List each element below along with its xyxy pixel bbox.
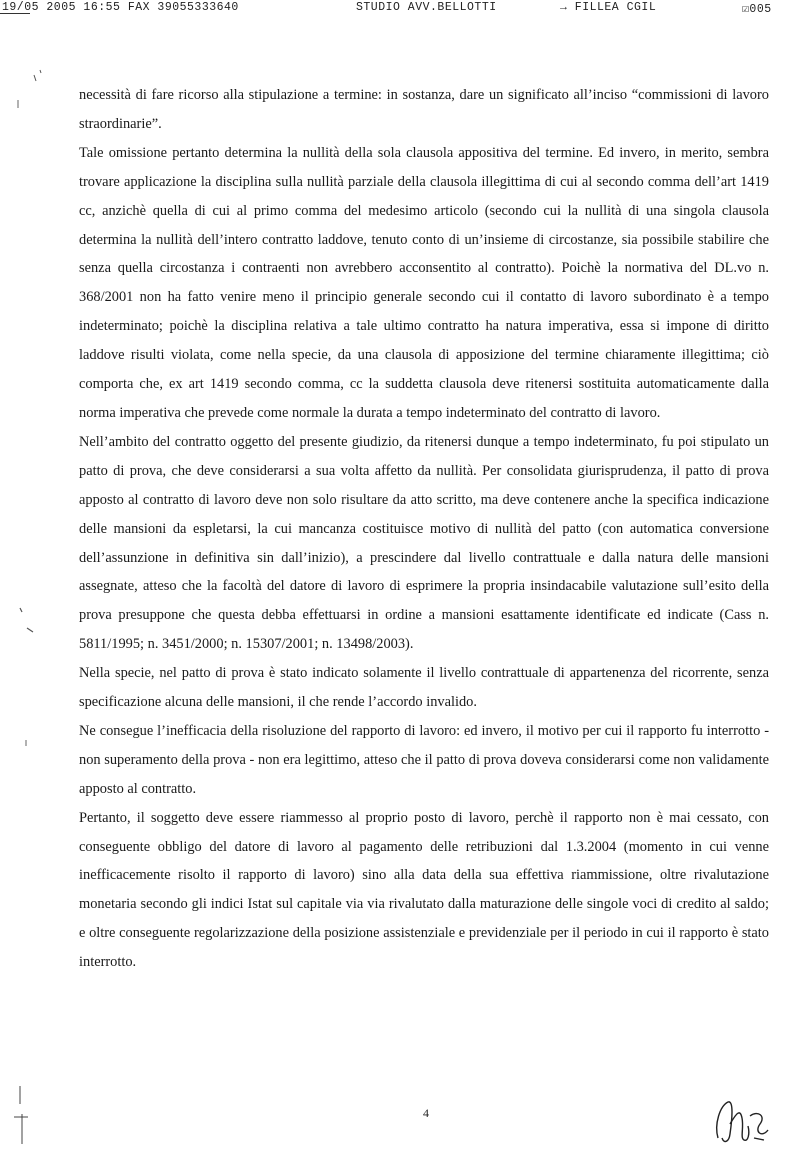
paragraph-3: Nell’ambito del contratto oggetto del presente giudizio, da ritenersi dunque a tempo indeterminato, fu poi stipulato un patto di prova, che deve considerarsi a sua volta affetto da nullità. Per consolidata giurisprudenza, il patto di prova apposto al contratto di lavoro deve non solo risultare da atto scritto, ma deve contenere anche la specifica indicazione delle mansioni da espletarsi, la cui mancanza costituisce motivo di nullità del patto (con automatica conversione dell’assunzione in definitiva sin dall’inizio), a prescindere dal livello contrattuale e dalla natura delle mansioni assegnate, atteso che la facoltà del datore di lavoro di esprimere la propria insindacabile valutazione sull’esito della prova presuppone che questa debba effettuarsi in ordine a mansioni esattamente identificate ed indicate (Cass n. 5811/1995; n. 3451/2000; n. 15307/2001; n. 13498/2003). xyxy=(79,433,769,653)
document-body xyxy=(79,81,769,977)
fax-date-time-number: 19/05 2005 16:55 FAX 39055333640 xyxy=(2,1,239,14)
fax-transmission-header xyxy=(0,0,800,18)
paragraph-5: Ne consegue l’inefficacia della risoluzione del rapporto di lavoro: ed invero, il motivo per cui il rapporto fu interrotto - non superamento della prova - non era legittimo, atteso che il patto di prova doveva considerarsi come non validamente apposto al contratto. xyxy=(79,722,769,797)
page-number: 4 xyxy=(423,1106,429,1120)
paragraph-1: necessità di fare ricorso alla stipulazione a termine: in sostanza, dare un significato all’inciso “commissioni di lavoro straordinarie”. xyxy=(79,87,769,132)
fax-page-counter: ☑005 xyxy=(742,3,772,16)
margin-scan-marks xyxy=(0,0,80,1157)
fax-sender: STUDIO AVV.BELLOTTI xyxy=(356,1,497,14)
fax-recipient: → FILLEA CGIL xyxy=(560,1,657,14)
paragraph-4: Nella specie, nel patto di prova è stato indicato solamente il livello contrattuale di appartenenza del ricorrente, senza specificazione alcuna delle mansioni, il che rende l’accordo invalido. xyxy=(79,665,769,711)
paragraph-6: Pertanto, il soggetto deve essere riammesso al proprio posto di lavoro, perchè il rapporto non è mai cessato, con conseguente obbligo del datore di lavoro al pagamento delle retribuzioni dal 1.3.2004 (momento in cui venne inefficacemente risolto il rapporto di lavoro) sino alla data della sua effettiva riammissione, oltre rivalutazione monetaria secondo gli indici Istat sul capitale via via rivalutato dalla maturazione delle singole voci di credito al saldo; e oltre conseguente regolarizzazione della posizione assistenziale e previdenziale per il periodo in cui il rapporto è stato interrotto. xyxy=(79,809,769,971)
paragraph-2: Tale omissione pertanto determina la nullità della sola clausola appositiva del termine. Ed invero, in merito, sembra trovare applicazione la disciplina sulla nullità parziale della clausola illegittima di cui al secondo comma dell’art 1419 cc, anzichè quella di cui al primo comma del medesimo articolo (secondo cui la nullità di una singola clausola determina la nullità dell’intero contratto laddove, tenuto conto di un’insieme di circostanze, sia possibile stabilire che senza quella circostanza i contraenti non avrebbero acconsentito al contratto). Poichè la normativa del DL.vo n. 368/2001 non ha fatto venire meno il principio generale secondo cui il contatto di lavoro subordinato è a tempo indeterminato; poichè la disciplina relativa a tale ultimo contratto ha natura imperativa, essa si impone di diritto laddove risulti violata, come nella specie, da una clausola di apposizione del termine chiaramente illegittima; ciò comporta che, ex art 1419 secondo comma, cc la suddetta clausola deve ritenersi sostituita automaticamente dalla norma imperativa che prevede come normale la durata a tempo indeterminato del contratto di lavoro. xyxy=(79,144,769,421)
handwritten-initials-signature xyxy=(710,1094,770,1150)
